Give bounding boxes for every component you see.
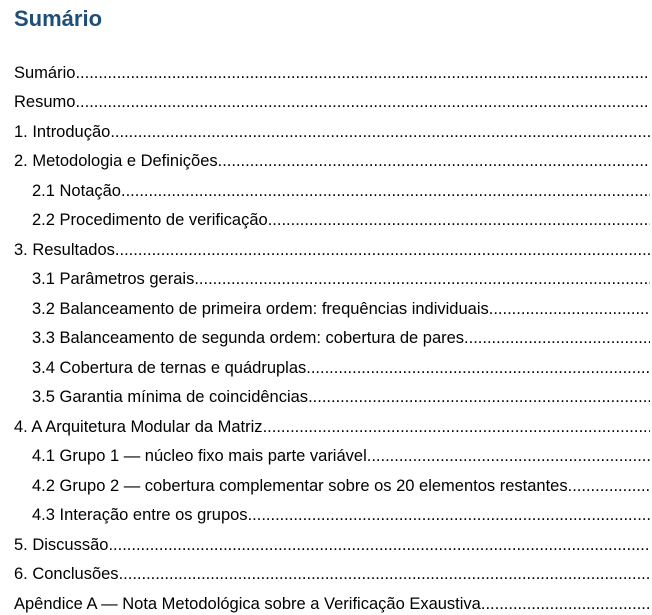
toc-entry[interactable] [14,230,650,260]
toc-title: Sumário [14,6,103,31]
toc-dot-leader [75,64,650,83]
toc-list [14,53,650,614]
toc-dot-leader [568,477,650,496]
toc-entry-text[interactable]: 3.1 Parâmetros gerais [32,270,195,288]
toc-dot-leader [75,93,650,112]
toc-entry[interactable] [14,407,650,437]
toc-entry[interactable] [14,112,650,142]
toc-dot-leader [308,388,650,407]
toc-entry[interactable] [14,437,650,467]
toc-entry[interactable] [14,83,650,113]
toc-dot-leader [108,536,650,555]
toc-entry-text[interactable]: 5. Discussão [14,535,109,554]
toc-entry-text[interactable]: 2.2 Procedimento de verificação [32,211,268,229]
toc-entry[interactable] [14,289,650,319]
toc-entry-text[interactable]: 6. Conclusões [14,565,119,583]
toc-entry-text[interactable]: Resumo [14,93,76,111]
toc-dot-leader [115,241,650,260]
toc-entry-text[interactable]: 4.2 Grupo 2 — cobertura complementar sobre os 20 elementos restantes [32,476,568,495]
toc-entry-text[interactable]: 3.2 Balanceamento de primeira ordem: frequências individuais [32,299,489,318]
toc-dot-leader [121,182,650,201]
toc-dot-leader [481,595,650,614]
toc-entry[interactable] [14,525,650,555]
toc-entry-text[interactable]: 4.3 Interação entre os grupos [32,506,248,524]
toc-entry-text[interactable]: Apêndice A — Nota Metodológica sobre a Verificação Exaustiva [14,594,481,613]
toc-entry-text[interactable]: Sumário [14,63,76,82]
toc-entry-text[interactable]: 4.1 Grupo 1 — núcleo fixo mais parte variável [32,447,367,465]
toc-entry[interactable] [14,260,650,290]
toc-dot-leader [367,447,650,466]
toc-dot-leader [464,329,650,348]
toc-entry-text[interactable]: 3.5 Garantia mínima de coincidências [32,388,309,406]
toc-dot-leader [248,506,650,525]
toc-entry-text[interactable]: 3. Resultados [14,240,115,259]
toc-dot-leader [489,300,650,319]
toc-dot-leader [119,565,650,584]
toc-entry-text[interactable]: 1. Introdução [14,122,111,141]
toc-entry[interactable] [14,555,650,585]
toc-entry-text[interactable]: 4. A Arquitetura Modular da Matriz [14,417,263,436]
toc-entry-text[interactable]: 3.4 Cobertura de ternas e quádruplas [32,358,307,377]
toc-dot-leader [110,123,650,142]
toc-dot-leader [194,270,650,289]
toc-dot-leader [263,418,650,437]
toc-entry-text[interactable]: 2. Metodologia e Definições [14,152,218,170]
toc-entry[interactable] [14,142,650,172]
toc-entry[interactable] [14,201,650,231]
toc-entry[interactable] [14,466,650,496]
toc-entry-text[interactable]: 2.1 Notação [32,181,121,200]
toc-entry[interactable] [14,53,650,83]
toc-entry[interactable] [14,171,650,201]
toc-entry[interactable] [14,378,650,408]
toc-dot-leader [218,152,650,171]
toc-dot-leader [306,359,650,378]
toc-dot-leader [268,211,650,230]
toc-entry[interactable] [14,496,650,526]
toc-entry[interactable] [14,348,650,378]
toc-entry[interactable] [14,319,650,349]
toc-entry-text[interactable]: 3.3 Balanceamento de segunda ordem: cobertura de pares [32,329,465,347]
toc-entry[interactable] [14,584,650,614]
